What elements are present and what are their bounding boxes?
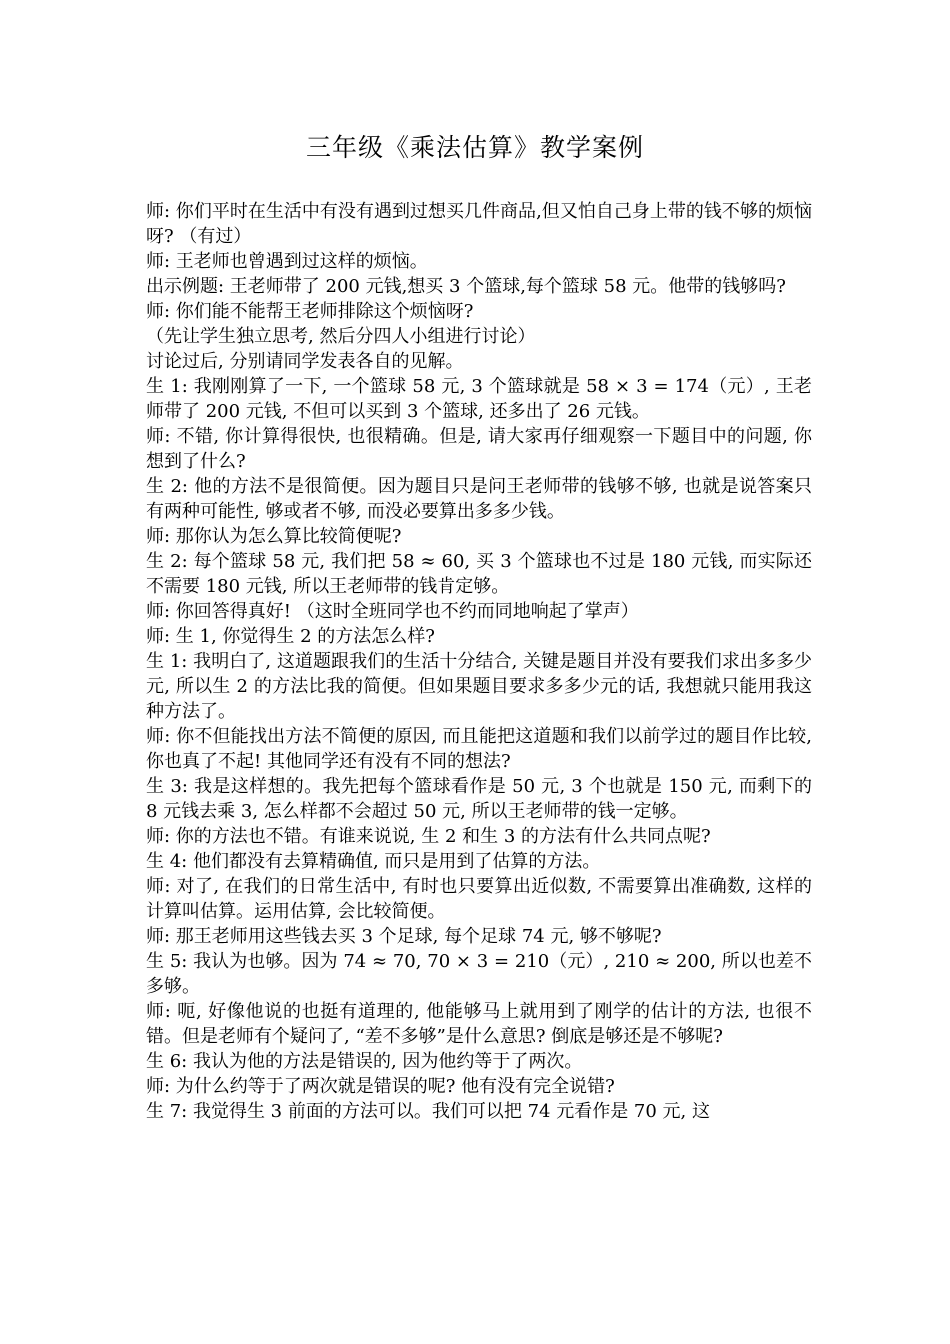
paragraph-19: 师: 对了, 在我们的日常生活中, 有时也只要算出近似数, 不需要算出准确数, 这样的计算叫估算。运用估算, 会比较简便。 [146,876,812,922]
document-body [146,199,812,1124]
paragraph-7: 生 1: 我刚刚算了一下, 一个篮球 58 元, 3 个篮球就是 58 × 3 = 174（元）, 王老师带了 200 元钱, 不但可以买到 3 个篮球, 还多出了 26 元钱。 [146,376,812,422]
paragraph-17: 师: 你的方法也不错。有谁来说说, 生 2 和生 3 的方法有什么共同点呢? [146,826,711,847]
paragraph-12: 师: 你回答得真好! （这时全班同学也不约而同地响起了掌声） [146,601,639,622]
paragraph-6: 讨论过后, 分别请同学发表各自的见解。 [146,351,464,372]
paragraph-20: 师: 那王老师用这些钱去买 3 个足球, 每个足球 74 元, 够不够呢? [146,926,662,947]
paragraph-9: 生 2: 他的方法不是很简便。因为题目只是问王老师带的钱够不够, 也就是说答案只有两种可能性, 够或者不够, 而没必要算出多多少钱。 [146,476,812,522]
paragraph-13: 师: 生 1, 你觉得生 2 的方法怎么样? [146,626,435,647]
paragraph-4: 师: 你们能不能帮王老师排除这个烦恼呀? [146,301,474,322]
paragraph-25: 生 7: 我觉得生 3 前面的方法可以。我们可以把 74 元看作是 70 元, 这 [146,1101,710,1122]
paragraph-24: 师: 为什么约等于了两次就是错误的呢? 他有没有完全说错? [146,1076,615,1097]
paragraph-15: 师: 你不但能找出方法不简便的原因, 而且能把这道题和我们以前学过的题目作比较, 你也真了不起! 其他同学还有没有不同的想法? [146,726,812,772]
paragraph-8: 师: 不错, 你计算得很快, 也很精确。但是, 请大家再仔细观察一下题目中的问题, 你想到了什么? [146,426,812,472]
paragraph-3: 出示例题: 王老师带了 200 元钱,想买 3 个篮球,每个篮球 58 元。他带的钱够吗? [146,276,786,297]
paragraph-21: 生 5: 我认为也够。因为 74 ≈ 70, 70 × 3 = 210（元）, 210 ≈ 200, 所以也差不多够。 [146,951,812,997]
paragraph-11: 生 2: 每个篮球 58 元, 我们把 58 ≈ 60, 买 3 个篮球也不过是 180 元钱, 而实际还不需要 180 元钱, 所以王老师带的钱肯定够。 [146,551,812,597]
paragraph-5: （先让学生独立思考, 然后分四人小组进行讨论） [146,326,536,347]
paragraph-23: 生 6: 我认为他的方法是错误的, 因为他约等于了两次。 [146,1051,583,1072]
paragraph-22: 师: 呃, 好像他说的也挺有道理的, 他能够马上就用到了刚学的估计的方法, 也很不错。但是老师有个疑问了, “差不多够”是什么意思? 倒底是够还是不够呢? [146,1001,812,1047]
paragraph-16: 生 3: 我是这样想的。我先把每个篮球看作是 50 元, 3 个也就是 150 元, 而剩下的 8 元钱去乘 3, 怎么样都不会超过 50 元, 所以王老师带的钱一定够。 [146,776,812,822]
document-title: 三年级《乘法估算》教学案例 [305,133,644,162]
paragraph-2: 师: 王老师也曾遇到过这样的烦恼。 [146,251,428,272]
paragraph-10: 师: 那你认为怎么算比较简便呢? [146,526,402,547]
paragraph-1: 师: 你们平时在生活中有没有遇到过想买几件商品,但又怕自己身上带的钱不够的烦恼呀? （有过） [146,201,812,247]
paragraph-14: 生 1: 我明白了, 这道题跟我们的生活十分结合, 关键是题目并没有要我们求出多多少元, 所以生 2 的方法比我的简便。但如果题目要求多多少元的话, 我想就只能用我这种方法了。 [146,651,812,722]
paragraph-18: 生 4: 他们都没有去算精确值, 而只是用到了估算的方法。 [146,851,601,872]
